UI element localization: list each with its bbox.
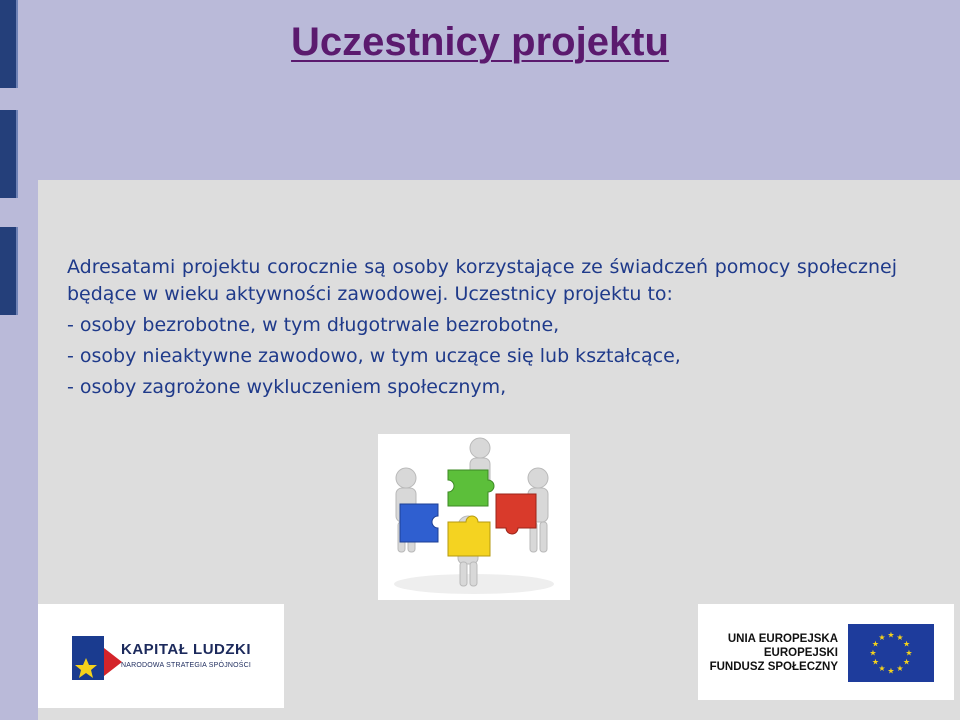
eu-logo — [698, 604, 954, 700]
eu-line-1: UNIA EUROPEJSKA — [727, 633, 838, 645]
eu-star-icon: ★ — [869, 648, 877, 658]
kapital-ludzki-logo — [38, 604, 284, 708]
bullet-item-3: - osoby zagrożone wykluczeniem społecznym, — [67, 376, 507, 398]
kapital-ludzki-subtitle: NARODOWA STRATEGIA SPÓJNOŚCI — [121, 662, 252, 669]
kapital-ludzki-title: KAPITAŁ LUDZKI — [121, 641, 252, 658]
eu-logo-text — [710, 632, 838, 674]
bullet-item-2: - osoby nieaktywne zawodowo, w tym uczące się lub kształcące, — [67, 345, 681, 367]
eu-star-icon: ★ — [871, 639, 879, 649]
body-text — [67, 254, 897, 405]
puzzle-illustration — [378, 434, 570, 600]
eu-star-icon: ★ — [878, 632, 886, 642]
puzzle-people-image — [378, 434, 570, 600]
eu-star-icon: ★ — [903, 657, 911, 667]
eu-star-icon: ★ — [905, 648, 913, 658]
eu-star-icon: ★ — [903, 639, 911, 649]
side-accent-bar-bottom — [0, 227, 18, 315]
kapital-ludzki-emblem-icon — [64, 632, 124, 692]
eu-flag-icon — [848, 624, 934, 682]
intro-paragraph: Adresatami projektu corocznie są osoby korzystające ze świadczeń pomocy społecznej będące w wieku aktywności zawodowej. Uczestnicy projektu to: — [67, 256, 897, 305]
bullet-item-1: - osoby bezrobotne, w tym długotrwale bezrobotne, — [67, 314, 560, 336]
eu-star-icon: ★ — [887, 666, 895, 676]
eu-star-icon: ★ — [887, 630, 895, 640]
eu-star-icon: ★ — [896, 664, 904, 674]
eu-star-icon: ★ — [878, 664, 886, 674]
eu-star-icon: ★ — [896, 632, 904, 642]
eu-line-3: FUNDUSZ SPOŁECZNY — [709, 661, 838, 673]
slide-title: Uczestnicy projektu — [291, 20, 669, 64]
eu-star-icon: ★ — [871, 657, 879, 667]
side-accent-bar-middle — [0, 110, 18, 198]
eu-line-2: EUROPEJSKI — [763, 647, 838, 659]
